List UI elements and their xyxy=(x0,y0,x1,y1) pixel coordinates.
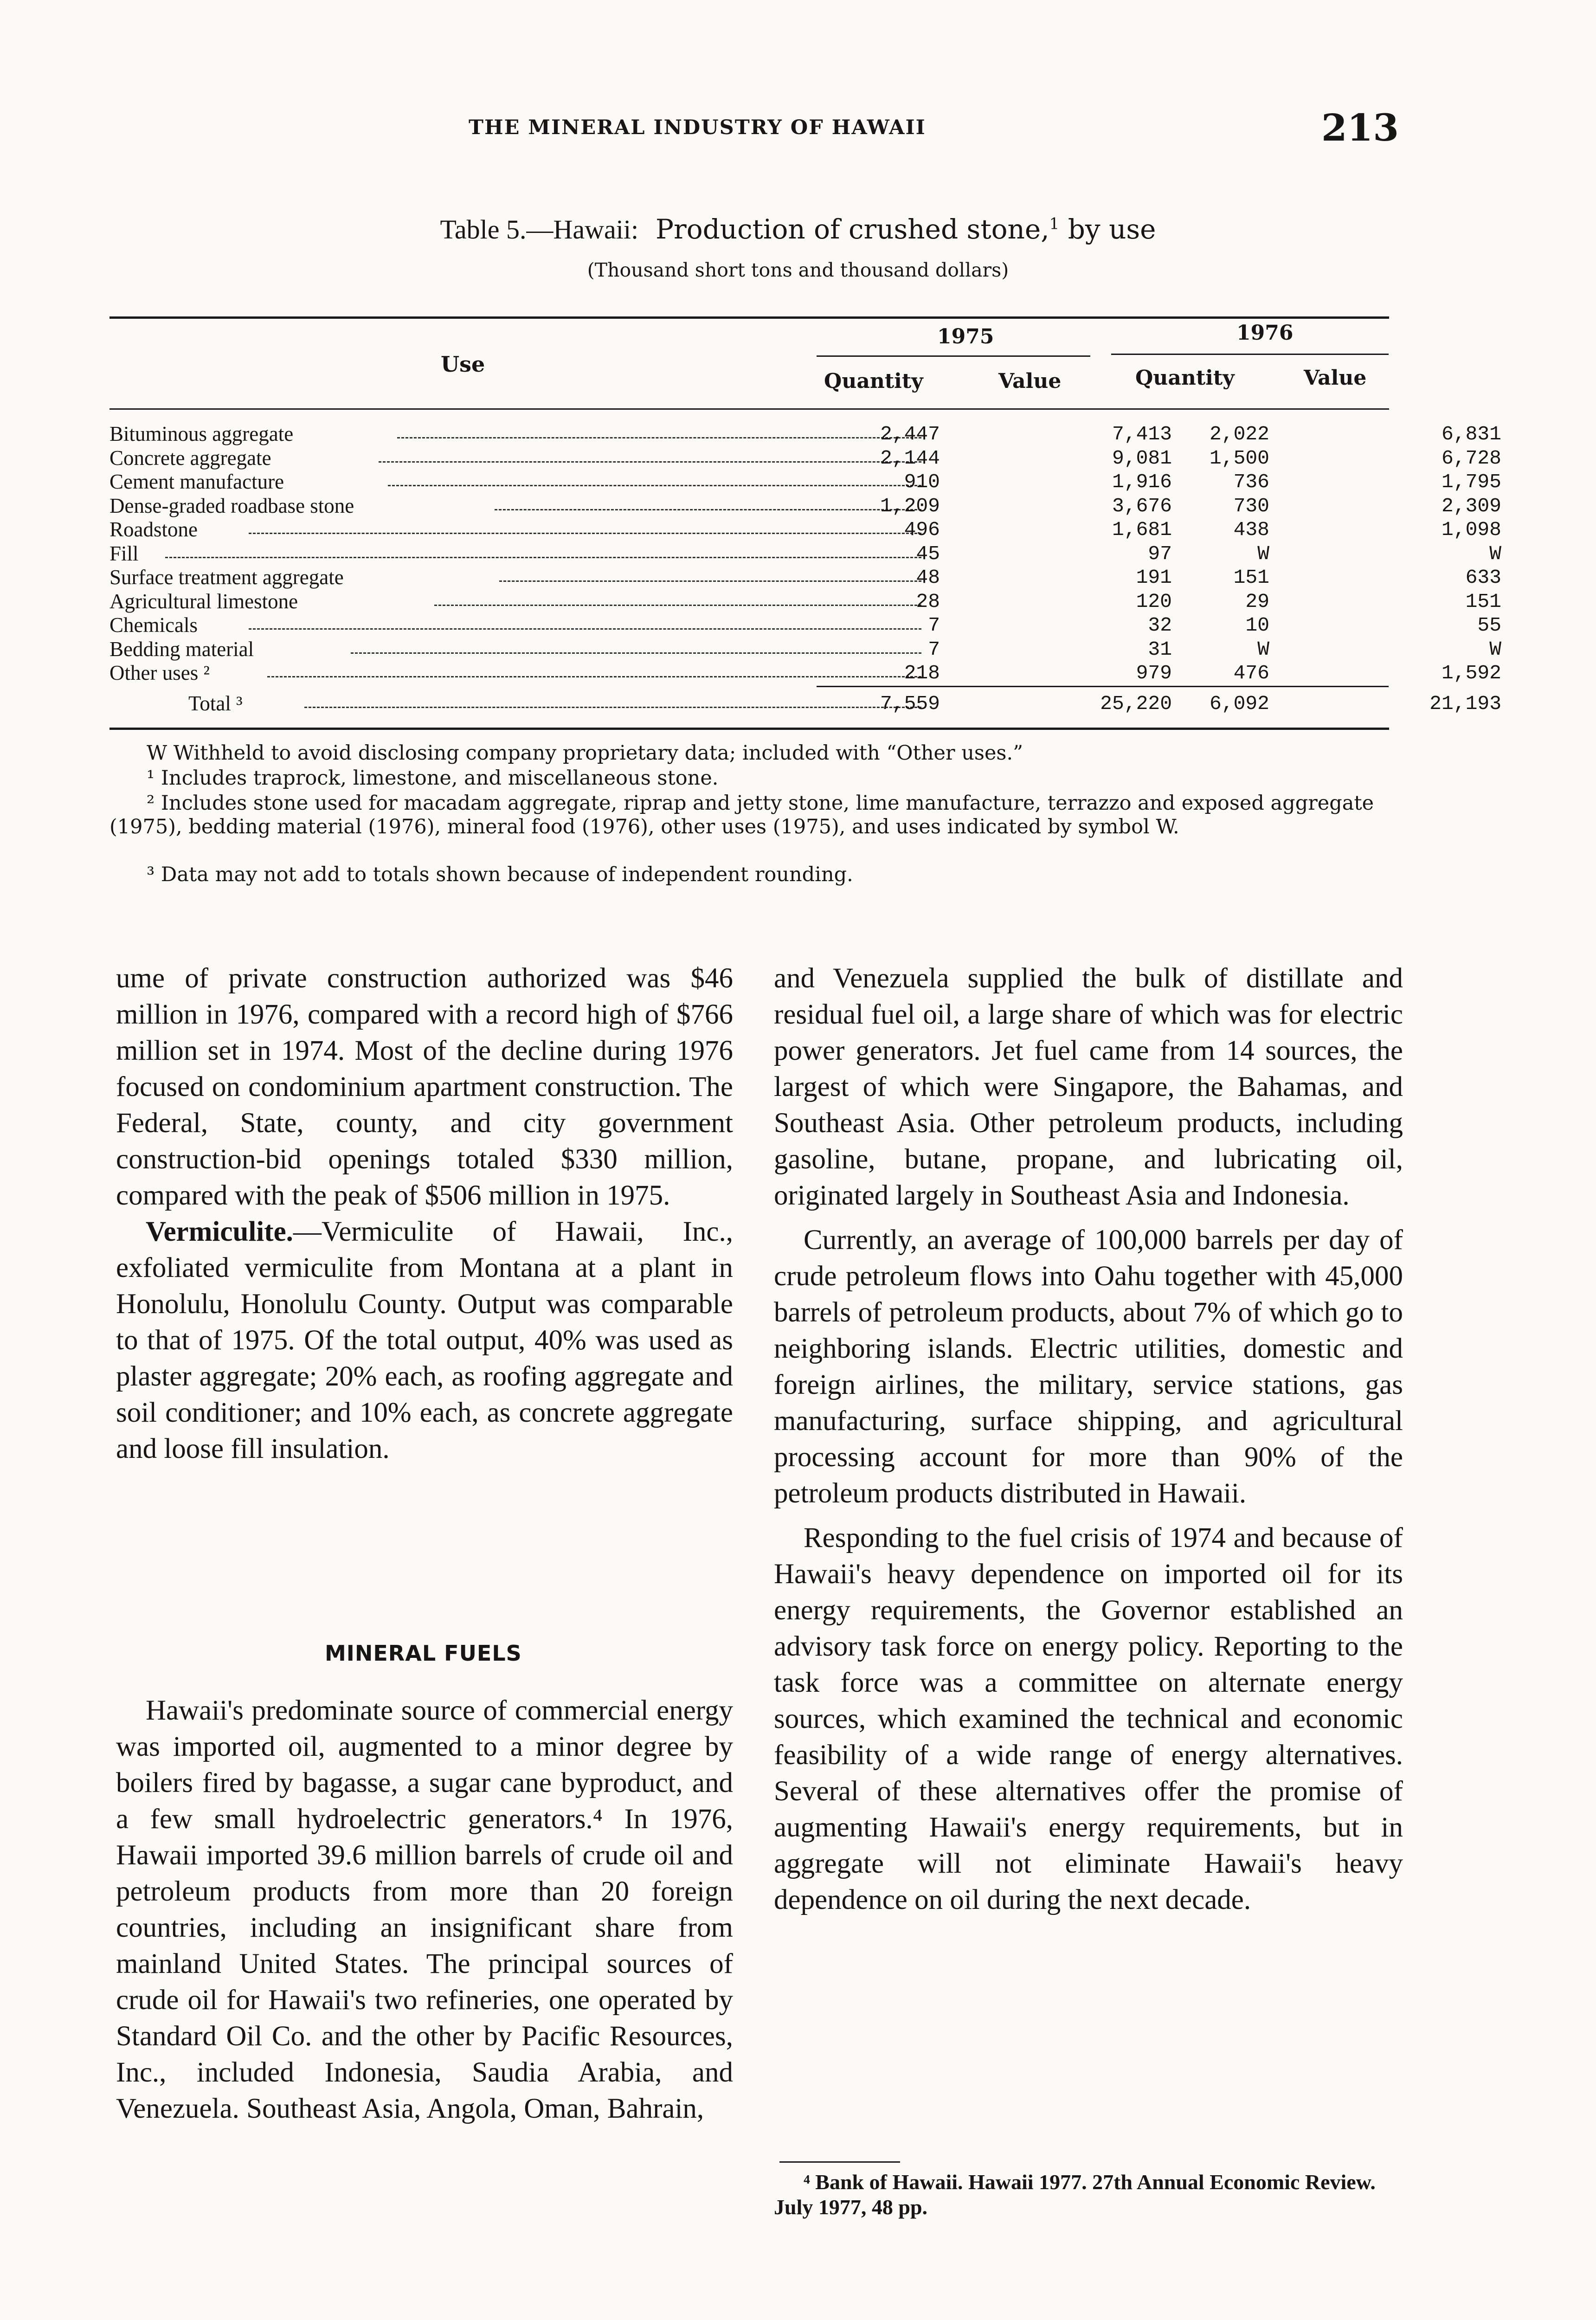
row-label: Fill xyxy=(109,541,139,565)
row-label: Cement manufacture xyxy=(109,470,284,493)
cell-quantity-1975: 48 xyxy=(916,566,940,589)
table-row xyxy=(109,589,1501,614)
left-column-lower xyxy=(116,1693,733,2127)
row-label: Concrete aggregate xyxy=(109,446,271,470)
table-title-tail: by use xyxy=(1059,213,1156,245)
cell-quantity-1975: 7 xyxy=(928,614,940,637)
cell-quantity-1976: 10 xyxy=(1245,614,1269,637)
table-title-lead: Table 5.—Hawaii: xyxy=(440,214,639,245)
cell-quantity-1976: 438 xyxy=(1233,518,1269,541)
cell-quantity-1976: 2,022 xyxy=(1209,423,1269,445)
year-rule-1976 xyxy=(1111,354,1389,355)
cell-value-1975: 7,413 xyxy=(1112,423,1172,445)
vermiculite-heading: Vermiculite. xyxy=(146,1216,293,1247)
footnote-separator xyxy=(779,2161,900,2163)
cell-value-1976: 2,309 xyxy=(1441,494,1501,517)
footnote-1: ¹ Includes traprock, limestone, and miscellaneous stone. xyxy=(147,767,719,790)
column-header-value-1976: Value xyxy=(1304,366,1367,390)
cell-value-1976: W xyxy=(1489,638,1501,661)
table-row xyxy=(109,494,1501,518)
section-heading-mineral-fuels: MINERAL FUELS xyxy=(325,1641,522,1666)
paragraph-crude-flows: Currently, an average of 100,000 barrels per day of crude petroleum flows into Oahu together with 45,000 barrels of petroleum products, about 7% of which go to neighboring islands. Electric utilities, domestic and foreign airlines, the military, service stations, gas manufacturing, surface shipping, and agricultural processing account for more than 90% of the petroleum products distributed in Hawaii. xyxy=(774,1224,1403,1509)
cell-value-1975: 979 xyxy=(1136,662,1172,684)
footnote-3: ³ Data may not add to totals shown because of independent rounding. xyxy=(147,863,853,886)
cell-quantity-1975: 2,144 xyxy=(880,446,940,470)
cell-quantity-1975: 496 xyxy=(904,518,940,541)
table-row xyxy=(109,637,1501,662)
paragraph-fuel-sources: and Venezuela supplied the bulk of distillate and residual fuel oil, a large share of which was for electric power generators. Jet fuel came from 14 sources, the largest of which were Singapore, the Bahamas, and Southeast Asia. Other petroleum products, including gasoline, butane, propane, and lubricating oil, originated largely in Southeast Asia and Indonesia. xyxy=(774,963,1403,1211)
column-header-value-1975: Value xyxy=(998,369,1062,393)
table-row xyxy=(109,661,1501,685)
cell-quantity-1976: 736 xyxy=(1233,470,1269,493)
cell-quantity-1975: 45 xyxy=(916,542,940,565)
table-body xyxy=(109,422,1501,715)
cell-quantity-1976: 730 xyxy=(1233,494,1269,517)
cell-quantity-1976: 151 xyxy=(1233,566,1269,589)
row-label: Surface treatment aggregate xyxy=(109,566,344,589)
cell-value-1976: 55 xyxy=(1477,614,1501,637)
paragraph-vermiculite xyxy=(116,1214,733,1467)
row-label: Dense-graded roadbase stone xyxy=(109,494,354,517)
cell-value-1976: 633 xyxy=(1465,566,1501,589)
table-units: (Thousand short tons and thousand dollars) xyxy=(587,259,1009,281)
row-label: Other uses ² xyxy=(109,661,210,684)
cell-value-1975: 32 xyxy=(1148,614,1172,637)
table-title-main: Production of crushed stone, xyxy=(655,213,1049,245)
cell-value-1976: 6,728 xyxy=(1441,446,1501,470)
footnote-4: ⁴ Bank of Hawaii. Hawaii 1977. 27th Annual Economic Review. July 1977, 48 pp. xyxy=(774,2170,1376,2219)
row-label: Bituminous aggregate xyxy=(109,422,294,445)
vermiculite-text: —Vermiculite of Hawaii, Inc., exfoliated vermiculite from Montana at a plant in Honolulu, Honolulu County. Output was comparable to that of 1975. Of the total output, 40% was used as plaster aggregate; 20% each, as roofing aggregate and soil conditioner; and 10% each, as concrete aggregate and loose fill insulation. xyxy=(116,1216,733,1464)
table-top-rule xyxy=(109,316,1389,319)
year-rule-1975 xyxy=(817,355,1090,357)
cell-quantity-1975: 910 xyxy=(904,470,940,493)
cell-quantity-1976: W xyxy=(1257,542,1269,565)
left-column xyxy=(116,960,733,1467)
column-header-quantity-1975: Quantity xyxy=(824,369,923,393)
row-label: Bedding material xyxy=(109,637,254,661)
footnote-2: ² Includes stone used for macadam aggregate, riprap and jetty stone, lime manufacture, terrazzo and exposed aggregate (1975), bedding material (1976), mineral food (1976), other uses (1975), and uses indicated by symbol W. xyxy=(109,792,1374,838)
cell-value-1975: 1,916 xyxy=(1112,470,1172,493)
cell-quantity-1975: 2,447 xyxy=(880,423,940,445)
cell-quantity-1975: 1,209 xyxy=(880,494,940,517)
table-row xyxy=(109,613,1501,638)
cell-quantity-1976: 29 xyxy=(1245,590,1269,613)
paragraph-mineral-fuels: Hawaii's predominate source of commercial energy was imported oil, augmented to a minor degree by boilers fired by bagasse, a sugar cane byproduct, and a few small hydroelectric generators.⁴ In 1976, Hawaii imported 39.6 million barrels of crude oil and petroleum products from more than 20 foreign countries, including an insignificant share from mainland United States. The principal sources of crude oil for Hawaii's two refineries, one operated by Standard Oil Co. and the other by Pacific Resources, Inc., included Indonesia, Saudia Arabia, and Venezuela. Southeast Asia, Angola, Oman, Bahrain, xyxy=(116,1695,733,2124)
cell-quantity-1975: 218 xyxy=(904,662,940,684)
cell-value-1976: 151 xyxy=(1465,590,1501,613)
cell-value-1975: 1,681 xyxy=(1112,518,1172,541)
table-row xyxy=(109,541,1501,566)
cell-value-1975: 9,081 xyxy=(1112,446,1172,470)
cell-value-1976: 1,795 xyxy=(1441,470,1501,493)
table-title xyxy=(0,213,1596,245)
cell-total-value-1976: 21,193 xyxy=(1429,692,1501,715)
cell-value-1976: 1,592 xyxy=(1441,662,1501,684)
table-row xyxy=(109,446,1501,470)
cell-value-1975: 97 xyxy=(1148,542,1172,565)
column-header-quantity-1976: Quantity xyxy=(1135,366,1235,390)
column-header-use: Use xyxy=(441,352,485,377)
cell-value-1975: 31 xyxy=(1148,638,1172,661)
row-label: Chemicals xyxy=(109,613,198,637)
table-row xyxy=(109,566,1501,590)
table-header-rule xyxy=(109,408,1389,410)
page-number: 213 xyxy=(1321,106,1399,149)
table-row xyxy=(109,518,1501,542)
cell-value-1975: 120 xyxy=(1136,590,1172,613)
table-row xyxy=(109,422,1501,446)
table-row xyxy=(109,470,1501,494)
row-label: Agricultural limestone xyxy=(109,589,298,613)
row-label: Roadstone xyxy=(109,518,198,541)
row-label-total: Total ³ xyxy=(188,691,243,715)
cell-quantity-1976: 1,500 xyxy=(1209,446,1269,470)
table-bottom-rule xyxy=(109,728,1389,730)
right-column xyxy=(774,960,1403,1918)
cell-value-1976: 1,098 xyxy=(1441,518,1501,541)
cell-total-quantity-1975: 7,559 xyxy=(880,692,940,715)
year-header-1975: 1975 xyxy=(937,325,994,348)
total-rule xyxy=(817,686,1389,687)
cell-value-1975: 3,676 xyxy=(1112,494,1172,517)
cell-quantity-1975: 28 xyxy=(916,590,940,613)
cell-quantity-1976: 476 xyxy=(1233,662,1269,684)
cell-value-1976: W xyxy=(1489,542,1501,565)
cell-value-1976: 6,831 xyxy=(1441,423,1501,445)
cell-total-value-1975: 25,220 xyxy=(1100,692,1172,715)
running-header: THE MINERAL INDUSTRY OF HAWAII xyxy=(469,116,926,139)
cell-total-quantity-1976: 6,092 xyxy=(1209,692,1269,715)
cell-quantity-1976: W xyxy=(1257,638,1269,661)
cell-quantity-1975: 7 xyxy=(928,638,940,661)
table-title-sup: 1 xyxy=(1049,214,1060,233)
footnote-w: W Withheld to avoid disclosing company proprietary data; included with “Other uses.” xyxy=(147,741,1023,765)
paragraph-construction: ume of private construction authorized was $46 million in 1976, compared with a record high of $766 million set in 1974. Most of the decline during 1976 focused on condominium apartment construction. The Federal, State, county, and city government construction-bid openings totaled $330 million, compared with the peak of $506 million in 1975. xyxy=(116,963,733,1211)
paragraph-energy-policy: Responding to the fuel crisis of 1974 and because of Hawaii's heavy dependence on imported oil for its energy requirements, the Governor established an advisory task force on energy policy. Reporting to the task force was a committee on alternate energy sources, which examined the technical and economic feasibility of a wide range of energy alternatives. Several of these alternatives offer the promise of augmenting Hawaii's energy requirements, but in aggregate will not eliminate Hawaii's heavy dependence on oil during the next decade. xyxy=(774,1522,1403,1915)
table-row-total xyxy=(109,691,1501,716)
year-header-1976: 1976 xyxy=(1236,321,1294,345)
cell-value-1975: 191 xyxy=(1136,566,1172,589)
